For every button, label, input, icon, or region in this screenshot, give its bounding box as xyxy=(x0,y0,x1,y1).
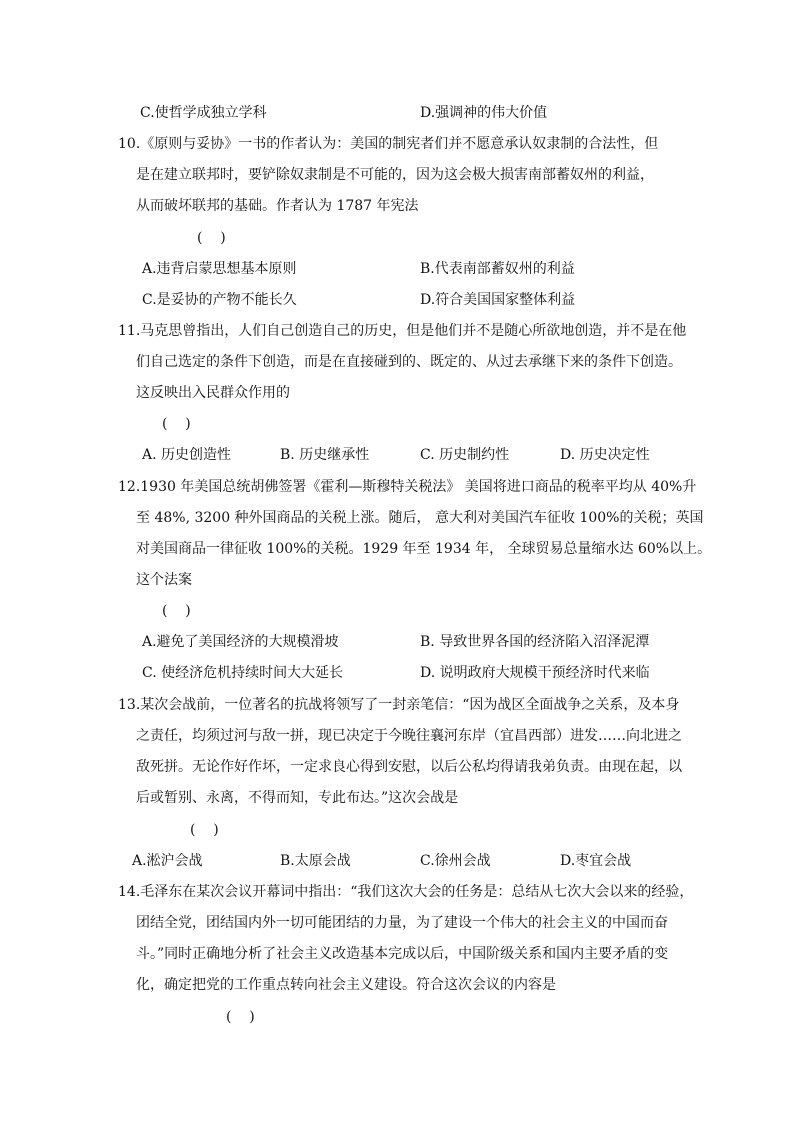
q14-line-2: 团结全党，团结国内外一切可能团结的力量，为了建设一个伟大的社会主义的中国而奋 xyxy=(136,915,668,931)
q12-number: 12. xyxy=(118,479,141,495)
q10-number: 10. xyxy=(118,136,141,152)
q11-number: 11. xyxy=(118,323,141,339)
q10-option-d: D.符合美国国家整体利益 xyxy=(420,292,576,308)
q12-answer-blank: ( ) xyxy=(162,603,191,619)
q12-line-2: 至 48%, 3200 种外国商品的关税上涨。随后， 意大利对美国汽车征收 100%的关税；英国 xyxy=(136,510,704,526)
q10-option-a: A.违背启蒙思想基本原则 xyxy=(142,261,297,277)
q10-line-1 xyxy=(118,134,658,154)
q13-line-2: 之责任，均须过河与敌一拼，现已决定于今晚往襄河东岸（宜昌西部）进发……向北进之 xyxy=(136,728,682,744)
q13-line-3: 敌死拼。无论作好作坏，一定求良心得到安慰，以后公私均得请我弟负责。由现在起，以 xyxy=(136,759,682,775)
q11-option-b: B. 历史继承性 xyxy=(280,447,370,463)
q14-text: 毛泽东在某次会议开幕词中指出：“我们这次大会的任务是：总结从七次大会以来的经验， xyxy=(140,884,694,900)
q11-option-a: A. 历史创造性 xyxy=(142,447,232,463)
q10-answer-blank: ( ) xyxy=(197,230,226,246)
q11-option-c: C. 历史制约性 xyxy=(420,447,510,463)
q13-line-1 xyxy=(118,695,679,715)
q9-option-c: C.使哲学成独立学科 xyxy=(140,105,267,121)
q12-line-4: 这个法案 xyxy=(136,572,192,588)
q10-text: 《原则与妥协》一书的作者认为：美国的制宪者们并不愿意承认奴隶制的合法性，但 xyxy=(140,136,659,152)
q11-line-3: 这反映出入民群众作用的 xyxy=(136,385,290,401)
q13-line-4: 后或暂别、永离，不得而知，专此布达。”这次会战是 xyxy=(136,790,459,806)
q9-option-d: D.强调神的伟大价值 xyxy=(420,105,548,121)
q13-option-c: C.徐州会战 xyxy=(420,853,491,869)
q12-text: 1930 年美国总统胡佛签署《霍利—斯穆特关税法》 美国将进口商品的税率平均从 40%升 xyxy=(140,479,697,495)
q13-option-a: A.淞沪会战 xyxy=(132,853,203,869)
q13-option-d: D.枣宜会战 xyxy=(560,853,632,869)
q10-option-c: C.是妥协的产物不能长久 xyxy=(142,292,297,308)
q13-text: 某次会战前，一位著名的抗战将领写了一封亲笔信：“因为战区全面战争之关系，及本身 xyxy=(140,697,680,713)
q12-option-a: A.避免了美国经济的大规模滑坡 xyxy=(142,634,339,650)
q12-line-3: 对美国商品一律征收 100%的关税。1929 年至 1934 年， 全球贸易总量缩水达 60%以上。 xyxy=(136,541,712,557)
q13-option-b: B.太原会战 xyxy=(280,853,351,869)
q13-answer-blank: ( ) xyxy=(190,822,219,838)
q10-line-2: 是在建立联邦时，要铲除奴隶制是不可能的，因为这会极大损害南部蓄奴州的利益， xyxy=(136,167,654,183)
q10-option-b: B.代表南部蓄奴州的利益 xyxy=(420,261,575,277)
q12-option-d: D. 说明政府大规模干预经济时代来临 xyxy=(420,665,650,681)
q11-text: 马克思曾指出，人们自己创造自己的历史，但是他们并不是随心所欲地创造，并不是在他 xyxy=(140,323,687,339)
q12-line-1 xyxy=(118,477,696,497)
q12-option-b: B. 导致世界各国的经济陷入沼泽泥潭 xyxy=(420,634,650,650)
q12-option-c: C. 使经济危机持续时间大大延长 xyxy=(142,665,344,681)
q13-number: 13. xyxy=(118,697,141,713)
q10-line-3: 从而破坏联邦的基础。作者认为 1787 年宪法 xyxy=(136,198,419,214)
q11-option-d: D. 历史决定性 xyxy=(560,447,650,463)
q14-line-1 xyxy=(118,882,693,902)
q11-line-1 xyxy=(118,321,686,341)
q14-answer-blank: ( ) xyxy=(226,1009,255,1025)
q11-answer-blank: ( ) xyxy=(162,416,191,432)
q14-line-4: 化，确定把党的工作重点转向社会主义建设。符合这次会议的内容是 xyxy=(136,977,556,993)
q14-line-3: 斗。”同时正确地分析了社会主义改造基本完成以后，中国阶级关系和国内主要矛盾的变 xyxy=(136,946,669,962)
q11-line-2: 们自己选定的条件下创造，而是在直接碰到的、既定的、从过去承继下来的条件下创造。 xyxy=(136,354,682,370)
q14-number: 14. xyxy=(118,884,141,900)
